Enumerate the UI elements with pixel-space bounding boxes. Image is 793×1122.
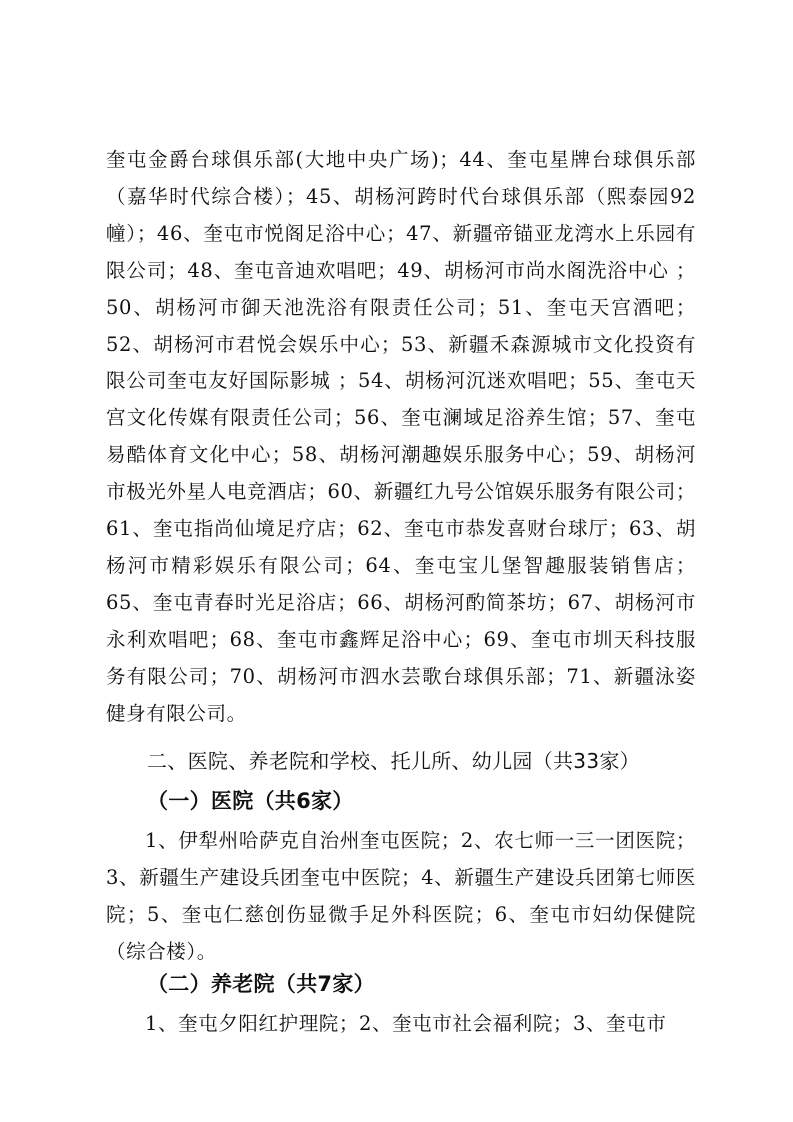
subheading-elderly-homes: （二）养老院（共7家） bbox=[147, 972, 375, 996]
hospitals-list-paragraph: 1、伊犁州哈萨克自治州奎屯医院；2、农七师一三一团医院；3、新疆生产建设兵团奎屯中医院；4、新疆生产建设兵团第七师医院；5、奎屯仁慈创伤显微手足外科医院；6、奎屯市妇幼保健院（综合楼）。 bbox=[106, 829, 696, 963]
subheading-hospitals: （一）医院（共6家） bbox=[147, 789, 354, 813]
venues-list-paragraph: 奎屯金爵台球俱乐部(大地中央广场)；44、奎屯星牌台球俱乐部（嘉华时代综合楼）；45、胡杨河跨时代台球俱乐部（熙泰园92幢）；46、奎屯市悦阁足浴中心；47、新疆帝锚亚龙湾水上乐园有限公司；48、奎屯音迪欢唱吧；49、胡杨河市尚水阁洗浴中心 ；50、胡杨河市御天池洗浴有限责任公司；51、奎屯天宫酒吧；52、胡杨河市君悦会娱乐中心；53、新疆禾森源城市文化投资有限公司奎屯友好国际影城 ；54、胡杨河沉迷欢唱吧；55、奎屯天宫文化传媒有限责任公司；56、奎屯澜域足浴养生馆；57、奎屯易酷体育文化中心；58、胡杨河潮趣娱乐服务中心；59、胡杨河市极光外星人电竞酒店；60、新疆红九号公馆娱乐服务有限公司；61、奎屯指尚仙境足疗店；62、奎屯市恭发喜财台球厅；63、胡杨河市精彩娱乐有限公司；64、奎屯宝儿堡智趣服装销售店；65、奎屯青春时光足浴店；66、胡杨河酌简茶坊；67、胡杨河市永利欢唱吧；68、奎屯市鑫辉足浴中心；69、奎屯市圳天科技服务有限公司；70、胡杨河市泗水芸歌台球俱乐部；71、新疆泳姿健身有限公司。 bbox=[106, 148, 696, 725]
section-heading-hospitals-schools: 二、医院、养老院和学校、托儿所、幼儿园（共33家） bbox=[147, 749, 640, 773]
elderly-homes-list-paragraph: 1、奎屯夕阳红护理院；2、奎屯市社会福利院；3、奎屯市 bbox=[145, 1012, 667, 1035]
